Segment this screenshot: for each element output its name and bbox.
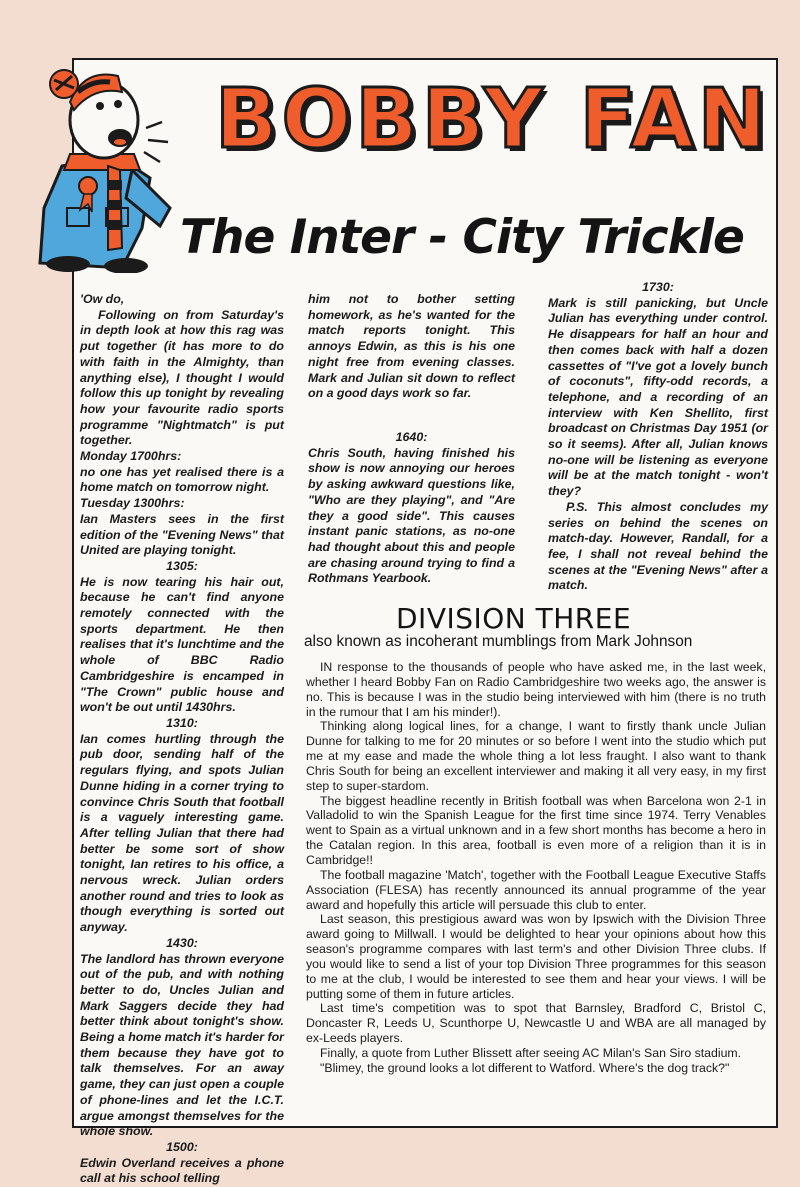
column-3 — [548, 280, 768, 594]
time-heading: 1500: — [166, 1139, 198, 1154]
time-heading: 1430: — [166, 935, 198, 950]
column-2-top — [308, 292, 515, 402]
division-three-title: DIVISION THREE — [396, 602, 632, 635]
time-heading: 1305: — [166, 558, 198, 573]
time-heading: 1310: — [166, 715, 198, 730]
article-paragraph: The biggest headline recently in British football was when Barcelona won 2-1 in Valladolid to win the Spanish League for the first time since 1974. Terry Venables went to Spain as a virtual unknown and in a few short months has become a hero in the Catalan region. In this area, football is even more of a religion than it is in Cambridge!! — [306, 793, 766, 867]
column-paragraph: Following on from Saturday's in depth look at how this rag was put together (it has more to do with faith in the Almighty, than anything else), I thought I would follow this up tonight by revealing how your favourite radio sports programme "Nightmatch" is put together. — [80, 307, 284, 448]
article-paragraph: The football magazine 'Match', together with the Football League Executive Staffs Association (FLESA) has recently announced its annual programme of the year award and hopefully this article will persuade this club to enter. — [306, 867, 766, 912]
article-paragraph: Last season, this prestigious award was won by Ipswich with the Division Three award going to Millwall. I would be delighted to hear your opinions about how this season's programme compares with last term's and other Division Three clubs. If you would like to send a list of your top Division Three programmes for this season to me at the club, I would be interested to see them and hear your views. I will be putting some of them in future articles. — [306, 912, 766, 1001]
column-paragraph: Ian Masters sees in the first edition of the "Evening News" that United are playing tonight. — [80, 511, 284, 558]
division-three-article — [306, 660, 766, 1076]
column-paragraph: He is now tearing his hair out, because he can't find anyone remotely connected with the sports department. He then realises that it's lunchtime and the whole of BBC Radio Cambridgeshire is encamped in "The Crown" public house and won't be out until 1430hrs. — [80, 574, 284, 715]
cartoon-football-fan-icon — [22, 58, 192, 273]
column-paragraph: 'Ow do, — [80, 292, 125, 306]
article-paragraph: Thinking along logical lines, for a change, I want to firstly thank uncle Julian Dunne for talking to me for 20 minutes or so before I went into the studio which put me at my ease and made the whole thing a lot less fraught. I also want to thank Chris South for being an excellent interviewer and making it all very easy, in my first step to super-stardom. — [306, 719, 766, 793]
column-paragraph: Mark is still panicking, but Uncle Julian has everything under control. He disappears for half an hour and then comes back with half a dozen cassettes of "I've got a lovely bunch of coconuts", fifty-odd records, a telephone, and a recording of an interview with Ken Shellito, first broadcast on Christmas Day 1951 (or so it seems). After all, Julian knows no-one will be listening as everyone will be at the match tonight - won't they? — [548, 295, 768, 499]
column-paragraph: Monday 1700hrs: — [80, 449, 182, 464]
division-three-subtitle: also known as incoherant mumblings from Mark Johnson — [304, 633, 693, 650]
time-heading: 1640: — [395, 430, 428, 444]
column-paragraph: Tuesday 1300hrs: — [80, 496, 185, 511]
article-paragraph: Last time's competition was to spot that Barnsley, Bradford C, Bristol C, Doncaster R, Leeds U, Scunthorpe U, Newcastle U and WBA are all managed by ex-Leeds players. — [306, 1001, 766, 1046]
column-paragraph: him not to bother setting homework, as he's wanted for the match reports tonight. This annoys Edwin, as this is his one night free from evening classes. Mark and Julian sit down to reflect on a good days work so far. — [308, 292, 515, 401]
column-paragraph: Ian comes hurtling through the pub door, sending half of the regulars flying, and spots Julian Dunne hiding in a corner trying to convince Chris South that football is a vaguely interesting game. After telling Julian that there had better be some sort of show tonight, Ian retires to his office, a nervous wreck. Julian orders another round and tries to look as though everything is sorted out anyway. — [80, 731, 284, 935]
article-headline: The Inter - City Trickle — [180, 210, 744, 265]
column-paragraph: P.S. This almost concludes my series on behind the scenes on match-day. However, Randall, for a fee, I shall not reveal behind the scenes at the "Evening News" after a match. — [548, 499, 768, 593]
time-heading: 1730: — [642, 280, 674, 294]
column-paragraph: The landlord has thrown everyone out of the pub, and with nothing better to do, Uncles Julian and Mark Saggers decide they had better think about tonight's show. Being a home match it's harder for them because they have got to talk themselves. For an away game, they can just open a couple of phone-lines and let the I.C.T. argue amongst themselves for the whole show. — [80, 951, 284, 1139]
article-paragraph: IN response to the thousands of people who have asked me, in the last week, whether I heard Bobby Fan on Radio Cambridgeshire two weeks ago, the answer is no. This is because I was in the studio being interviewed with him (there is no truth in the rumour that I am his minder!). — [306, 660, 766, 719]
column-1 — [80, 292, 284, 1187]
article-paragraph: Finally, a quote from Luther Blissett after seeing AC Milan's San Siro stadium. — [320, 1045, 742, 1060]
masthead-title: BOBBY FAN — [215, 72, 771, 167]
column-paragraph: no one has yet realised there is a home match on tomorrow night. — [80, 464, 284, 495]
column-2-bottom — [308, 430, 515, 587]
column-paragraph: Edwin Overland receives a phone call at his school telling — [80, 1155, 284, 1186]
column-paragraph: Chris South, having finished his show is now annoying our heroes by asking awkward questions like, "Who are they playing", and "Are they a good side". This causes instant panic stations, as no-one had thought about this and people are chasing around trying to find a Rothmans Yearbook. — [308, 445, 515, 586]
article-paragraph: "Blimey, the ground looks a lot different to Watford. Where's the dog track?" — [320, 1060, 730, 1075]
